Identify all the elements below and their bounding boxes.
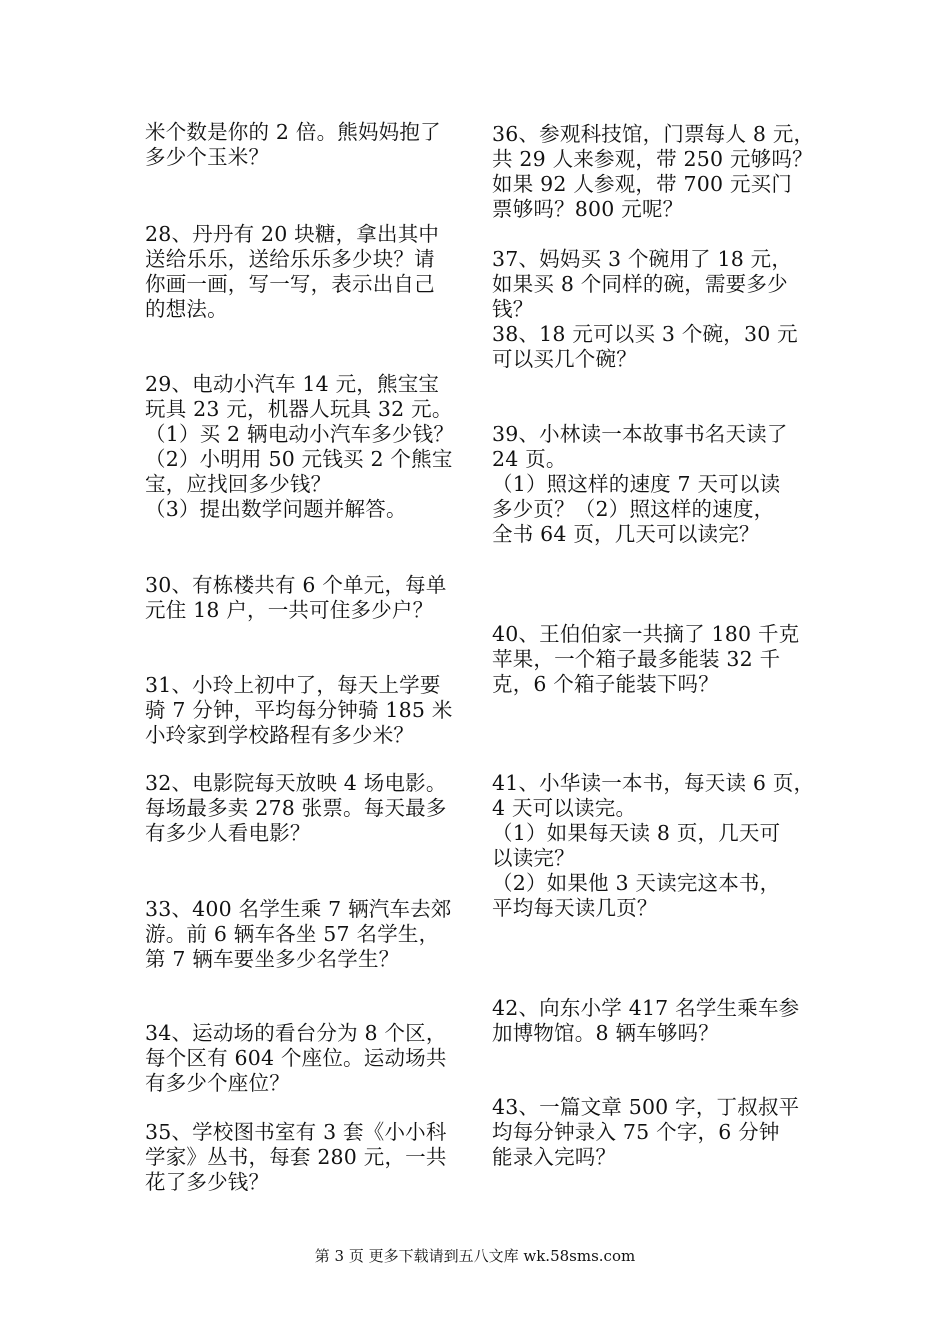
problem-line: 均每分钟录入 75 个字，6 分钟	[492, 1120, 780, 1144]
problem-line: 米个数是你的 2 倍。熊妈妈抱了	[145, 120, 441, 144]
problem-28	[145, 222, 475, 322]
problem-39	[492, 422, 822, 547]
problem-line: 35、学校图书室有 3 套《小小科	[145, 1120, 447, 1144]
problem-line: 每场最多卖 278 张票。每天最多	[145, 796, 447, 820]
problem-line: 有多少人看电影？	[145, 821, 311, 845]
problem-line: 元住 18 户，一共可住多少户？	[145, 598, 434, 622]
problem-line: （1）照这样的速度 7 天可以读	[492, 472, 781, 496]
problem-line: 克，6 个箱子能装下吗？	[492, 672, 719, 696]
page-footer: 第 3 页 更多下载请到五八文库 wk.58sms.com	[314, 1247, 636, 1265]
problem-34	[145, 1021, 475, 1096]
problem-line: 37、妈妈买 3 个碗用了 18 元，	[492, 247, 793, 271]
problem-line: 小玲家到学校路程有多少米？	[145, 723, 415, 747]
problem-line: 苹果，一个箱子最多能装 32 千	[492, 647, 781, 671]
problem-line: 34、运动场的看台分为 8 个区，	[145, 1021, 447, 1045]
problem-line: 如果 92 人参观，带 700 元买门	[492, 172, 793, 196]
problem-line: 共 29 人来参观，带 250 元够吗？	[492, 147, 813, 171]
problem-line: 全书 64 页，几天可以读完？	[492, 522, 760, 546]
problem-40	[492, 622, 822, 697]
problem-line: 31、小玲上初中了，每天上学要	[145, 673, 441, 697]
problem-42	[492, 996, 822, 1046]
problem-27	[145, 120, 475, 170]
problem-line: 28、丹丹有 20 块糖，拿出其中	[145, 222, 440, 246]
problem-line: （2）如果他 3 天读完这本书，	[492, 871, 781, 895]
problem-line: （1）买 2 辆电动小汽车多少钱？	[145, 422, 455, 446]
problem-line: 玩具 23 元，机器人玩具 32 元。	[145, 397, 453, 421]
problem-36	[492, 122, 822, 222]
problem-line: 的想法。	[145, 297, 228, 321]
problem-line: 4 天可以读完。	[492, 796, 637, 820]
problem-line: 29、电动小汽车 14 元，熊宝宝	[145, 372, 440, 396]
problem-35	[145, 1120, 475, 1195]
problem-41	[492, 771, 822, 921]
problem-line: 40、王伯伯家一共摘了 180 千克	[492, 622, 800, 646]
problem-31	[145, 673, 475, 748]
problem-line: 票够吗？800 元呢？	[492, 197, 684, 221]
problem-line: 多少个玉米？	[145, 145, 270, 169]
problem-line: 能录入完吗？	[492, 1145, 617, 1169]
problem-line: 42、向东小学 417 名学生乘车参	[492, 996, 800, 1020]
problem-line: 每个区有 604 个座位。运动场共	[145, 1046, 447, 1070]
problem-line: 24 页。	[492, 447, 567, 471]
problem-line: 加博物馆。8 辆车够吗？	[492, 1021, 719, 1045]
problem-line: 学家》丛书，每套 280 元，一共	[145, 1145, 447, 1169]
problem-line: 多少页？（2）照这样的速度，	[492, 497, 775, 521]
problem-line: 平均每天读几页？	[492, 896, 658, 920]
problem-line: 第 7 辆车要坐多少名学生？	[145, 947, 400, 971]
problem-33	[145, 897, 475, 972]
problem-line: （1）如果每天读 8 页，几天可	[492, 821, 781, 845]
problem-line: 33、400 名学生乘 7 辆汽车去郊	[145, 897, 452, 921]
problem-line: 游。前 6 辆车各坐 57 名学生，	[145, 922, 440, 946]
problem-line: 36、参观科技馆，门票每人 8 元，	[492, 122, 815, 146]
problem-line: 送给乐乐，送给乐乐多少块？请	[145, 247, 435, 271]
problem-line: 宝，应找回多少钱？	[145, 472, 332, 496]
problem-line: 有多少个座位？	[145, 1071, 290, 1095]
problem-line: 骑 7 分钟，平均每分钟骑 185 米	[145, 698, 453, 722]
problem-37	[492, 247, 822, 322]
problem-29	[145, 372, 475, 522]
problem-line: 可以买几个碗？	[492, 347, 637, 371]
problem-line: 如果买 8 个同样的碗，需要多少	[492, 272, 788, 296]
problem-line: （2）小明用 50 元钱买 2 个熊宝	[145, 447, 453, 471]
problem-line: 以读完？	[492, 846, 575, 870]
problem-32	[145, 771, 475, 846]
problem-30	[145, 573, 475, 623]
problem-line: 32、电影院每天放映 4 场电影。	[145, 771, 447, 795]
problem-line: 30、有栋楼共有 6 个单元，每单	[145, 573, 447, 597]
problem-line: 你画一画，写一写，表示出自己	[145, 272, 435, 296]
problem-43	[492, 1095, 822, 1170]
problem-line: （3）提出数学问题并解答。	[145, 497, 407, 521]
problem-line: 38、18 元可以买 3 个碗，30 元	[492, 322, 798, 346]
problem-line: 39、小林读一本故事书名天读了	[492, 422, 788, 446]
problem-line: 钱？	[492, 297, 534, 321]
problem-line: 43、一篇文章 500 字，丁叔叔平	[492, 1095, 800, 1119]
problem-line: 花了多少钱？	[145, 1170, 270, 1194]
problem-line: 41、小华读一本书，每天读 6 页，	[492, 771, 815, 795]
problem-38	[492, 322, 822, 372]
